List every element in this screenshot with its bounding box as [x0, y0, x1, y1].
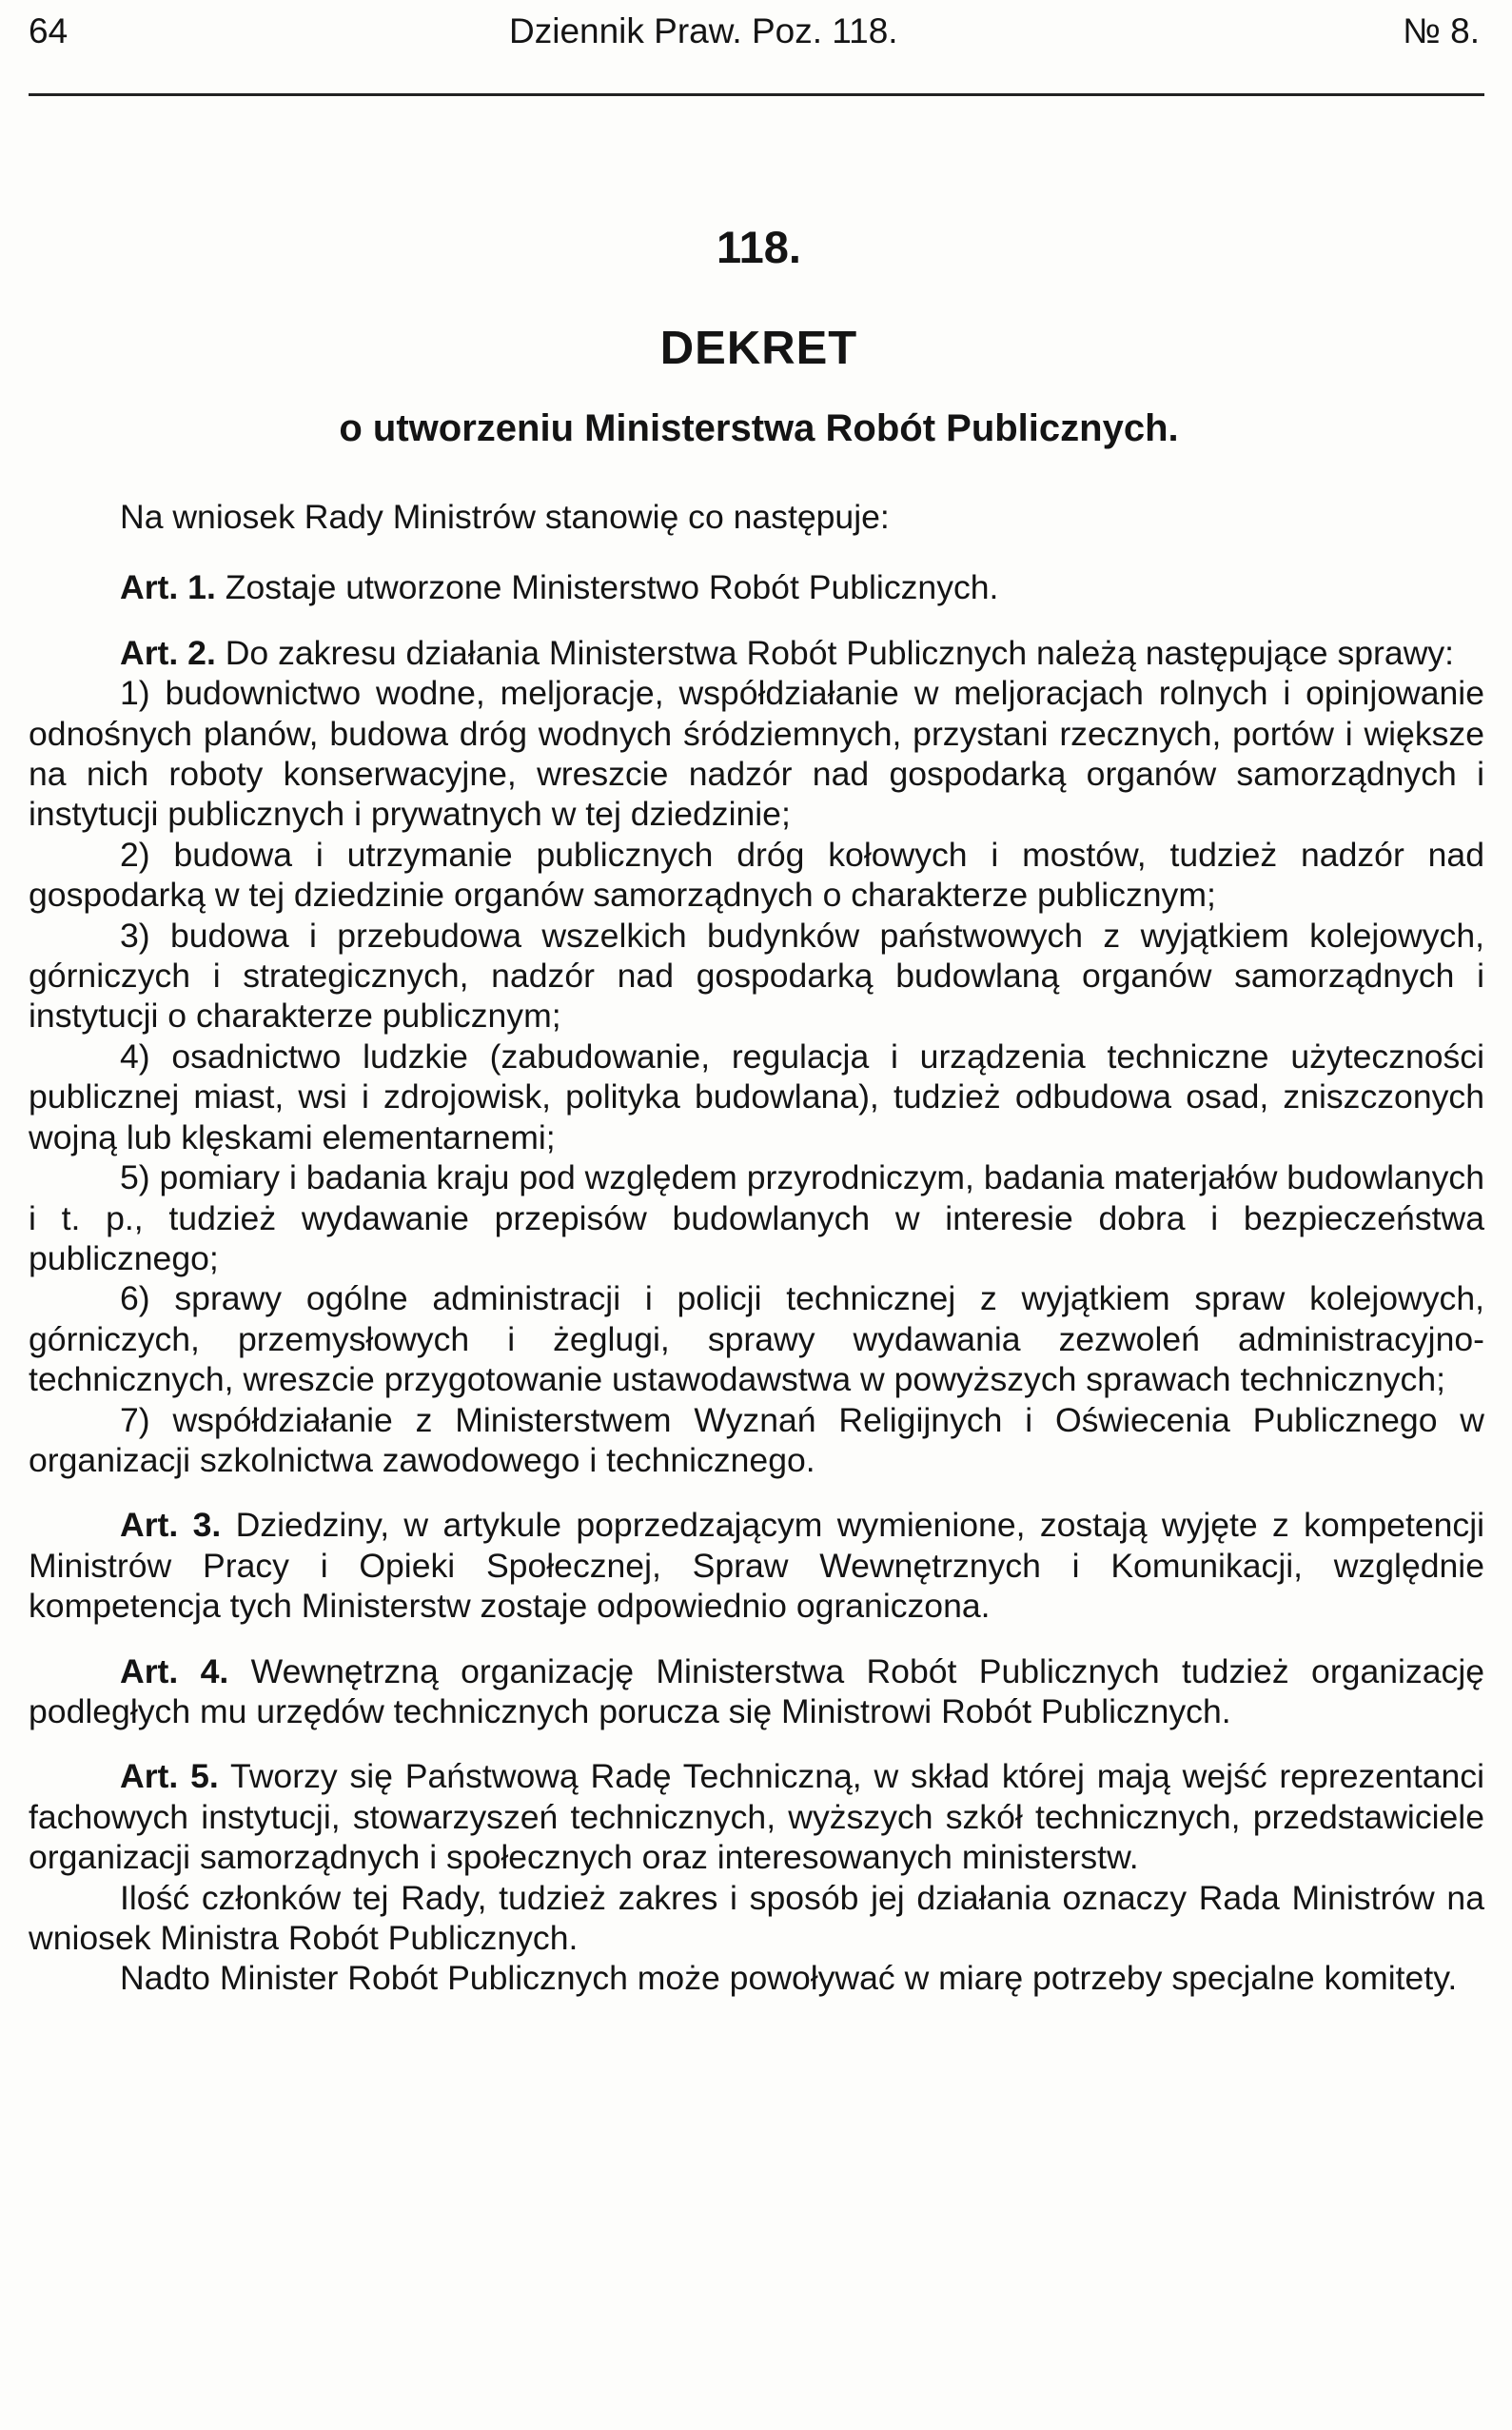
issue-number: № 8.	[1403, 11, 1480, 50]
article-label: Art. 2.	[120, 633, 216, 672]
journal-title: Dziennik Praw. Poz. 118.	[509, 11, 898, 50]
article-2	[29, 633, 1484, 673]
list-item: 5) pomiary i badania kraju pod względem przyrodniczym, badania materjałów budowlanych i t. p., tudzież wydawanie przepisów budowlanych w interesie dobra i bezpieczeństwa publicznego;	[29, 1158, 1484, 1277]
list-item: 2) budowa i utrzymanie publicznych dróg kołowych i mostów, tudzież nadzór nad gospodarką w tej dziedzinie organów samorządnych o charakterze publicznym;	[29, 835, 1484, 915]
article-text: Dziedziny, w artykule poprzedzającym wymienione, zostają wyjęte z kompetencji Ministrów Pracy i Opieki Społecznej, Spraw Wewnętrznych i Komunikacji, względnie kompetencja tych Ministerstw zostaje odpowiednio ograniczona.	[29, 1506, 1485, 1626]
list-item: 7) współdziałanie z Ministerstwem Wyznań Religijnych i Oświecenia Publicznego w organizacji szkolnictwa zawodowego i technicznego.	[29, 1400, 1484, 1479]
list-item: 6) sprawy ogólne administracji i policji technicznej z wyjątkiem spraw kolejowych, górniczych, przemysłowych i żeglugi, sprawy wydawania zezwoleń administracyjno-technicznych, wreszcie przygotowanie ustawodawstwa w powyższych sprawach technicznych;	[29, 1279, 1484, 1399]
document-page	[29, 0, 1489, 1998]
article-3	[29, 1505, 1484, 1626]
article-label: Art. 3.	[120, 1506, 222, 1545]
header-rule	[29, 93, 1484, 96]
article-4	[29, 1651, 1484, 1732]
article-text: Wewnętrzną organizację Ministerstwa Robót Publicznych tudzież organizację podległych mu urzędów technicznych porucza się Ministrowi Robót Publicznych.	[29, 1651, 1485, 1730]
list-item: 4) osadnictwo ludzkie (zabudowanie, regulacja i urządzenia techniczne użyteczności publicznej miast, wsi i zdrojowisk, polityka budowlana), tudzież odbudowa osad, zniszczonych wojną lub klęskami elementarnemi;	[29, 1037, 1484, 1156]
list-item: 1) budownictwo wodne, meljoracje, współdziałanie w meljoracjach rolnych i opinjowanie odnośnych planów, budowa dróg wodnych śródziemnych, przystani rzecznych, portów i większe na nich roboty konserwacyjne, wreszcie nadzór nad gospodarką organów samorządnych i instytucji publicznych i prywatnych w tej dziedzinie;	[29, 674, 1484, 834]
article-label: Art. 4.	[120, 1651, 229, 1690]
list-item: 3) budowa i przebudowa wszelkich budynków państwowych z wyjątkiem kolejowych, górniczych i strategicznych, nadzór nad gospodarką budowlaną organów samorządnych i instytucji o charakterze publicznym;	[29, 916, 1484, 1036]
article-text: Do zakresu działania Ministerstwa Robót Publicznych należą następujące sprawy:	[225, 633, 1455, 672]
article-5	[29, 1756, 1484, 1877]
document-body	[29, 497, 1484, 1999]
document-type: DEKRET	[659, 323, 858, 374]
article-1	[29, 567, 1484, 607]
page-header	[29, 0, 1489, 61]
article-paragraph: Ilość członków tej Rady, tudzież zakres i sposób jej działania oznaczy Rada Ministrów na wniosek Ministra Robót Publicznych.	[29, 1878, 1484, 1957]
article-text: Tworzy się Państwową Radę Techniczną, w skład której mają wejść reprezentanci fachowych instytucji, stowarzyszeń technicznych, wyższych szkół technicznych, przedstawiciele organizacji samorządnych i społecznych oraz interesowanych ministerstw.	[29, 1757, 1484, 1877]
article-paragraph: Nadto Minister Robót Publicznych może powoływać w miarę potrzeby specjalne komitety.	[120, 1959, 1458, 1998]
article-text: Zostaje utworzone Ministerstwo Robót Publicznych.	[225, 568, 999, 607]
page-number: 64	[29, 11, 69, 50]
article-label: Art. 5.	[120, 1757, 219, 1796]
decree-number: 118.	[717, 222, 801, 272]
article-label: Art. 1.	[120, 568, 216, 607]
intro-paragraph: Na wniosek Rady Ministrów stanowię co następuje:	[120, 498, 890, 536]
document-subject: o utworzeniu Ministerstwa Robót Publicznych.	[339, 407, 1179, 449]
